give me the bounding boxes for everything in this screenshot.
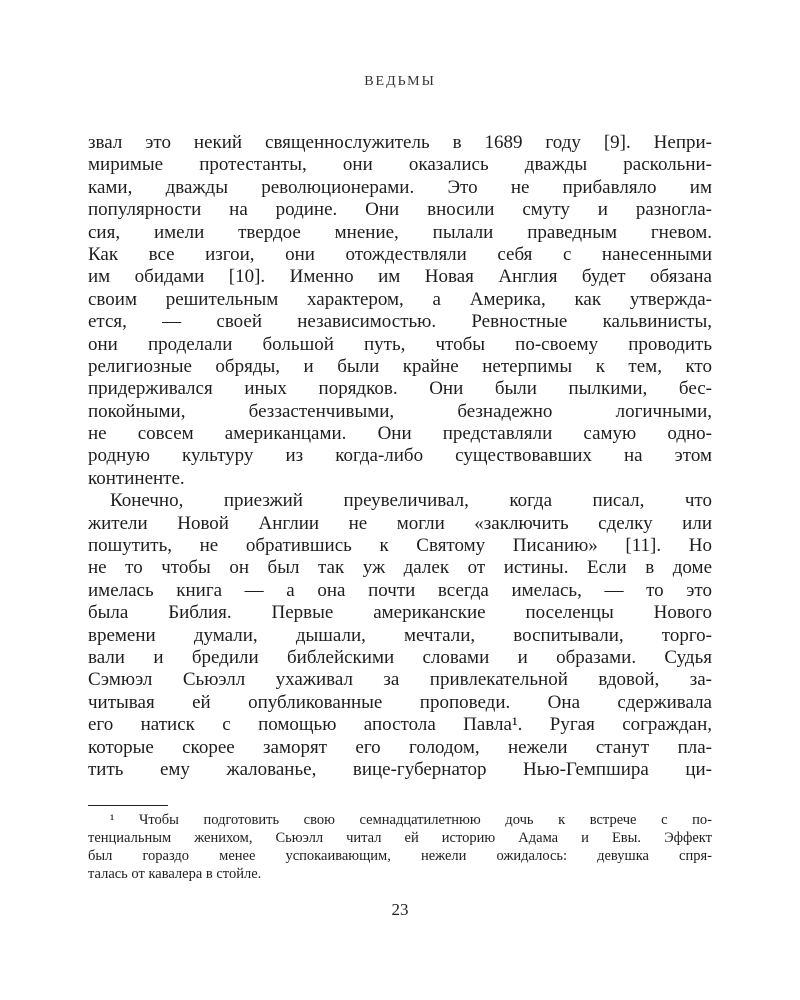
footnote [88, 811, 712, 883]
body-text [88, 132, 712, 781]
text-line: им обидами [10]. Именно им Новая Англия будет обязана [88, 266, 712, 288]
text-line: пошутить, не обратившись к Святому Писанию» [11]. Но [88, 535, 712, 557]
text-line: Сэмюэл Сьюэлл ухаживал за привлекательной вдовой, за- [88, 669, 712, 691]
footnote-line: ¹ Чтобы подготовить свою семнадцатилетнюю дочь к встрече с по- [110, 812, 712, 828]
text-line: придерживался иных порядков. Они были пылкими, бес- [88, 378, 712, 400]
text-line: которые скорее заморят его голодом, нежели станут пла- [88, 736, 712, 758]
text-line: имелась книга — а она почти всегда имелась, — то это [88, 579, 712, 601]
text-line: сия, имели твердое мнение, пылали праведным гневом. [88, 221, 712, 243]
text-line: времени думали, дышали, мечтали, воспитывали, торго- [88, 624, 712, 646]
text-line: они проделали большой путь, чтобы по-своему проводить [88, 333, 712, 355]
text-line: Как все изгои, они отождествляли себя с нанесенными [88, 243, 712, 265]
text-line: ется, — своей независимостью. Ревностные кальвинисты, [88, 311, 712, 333]
text-line: жители Новой Англии не могли «заключить сделку или [88, 512, 712, 534]
footnote-line: талась от кавалера в стойле. [88, 866, 262, 882]
text-line: родную культуру из когда-либо существовавших на этом [88, 445, 712, 467]
text-line: покойными, беззастенчивыми, безнадежно логичными, [88, 400, 712, 422]
text-line: религиозные обряды, и были крайне нетерпимы к тем, кто [88, 355, 712, 377]
text-line: его натиск с помощью апостола Павла¹. Ругая сограждан, [88, 714, 712, 736]
text-line: Конечно, приезжий преувеличивал, когда писал, что [110, 490, 712, 512]
text-line: своим решительным характером, а Америка, как утвержда- [88, 288, 712, 310]
text-line: не то чтобы он был так уж далек от истины. Если в доме [88, 557, 712, 579]
running-header: ВЕДЬМЫ [364, 74, 436, 89]
text-line: популярности на родине. Они вносили смуту и разногла- [88, 199, 712, 221]
text-line: ками, дважды революционерами. Это не прибавляло им [88, 176, 712, 198]
text-line: не совсем американцами. Они представляли самую одно- [88, 423, 712, 445]
footnote-divider [88, 805, 168, 806]
text-line: вали и бредили библейскими словами и образами. Судья [88, 646, 712, 668]
text-line: континенте. [88, 467, 185, 489]
page-number: 23 [391, 900, 409, 919]
text-line: читывая ей опубликованные проповеди. Она сдерживала [88, 691, 712, 713]
text-line: тить ему жалованье, вице-губернатор Нью-Гемпшира ци- [88, 758, 712, 780]
text-line: звал это некий священнослужитель в 1689 году [9]. Непри- [88, 132, 712, 153]
footnote-line: был гораздо менее успокаивающим, нежели ожидалось: девушка спря- [88, 848, 712, 864]
footnote-line: тенциальным женихом, Сьюэлл читал ей историю Адама и Евы. Эффект [88, 830, 712, 846]
text-line: миримые протестанты, они оказались дважды раскольни- [88, 154, 712, 176]
text-line: была Библия. Первые американские поселенцы Нового [88, 602, 712, 624]
